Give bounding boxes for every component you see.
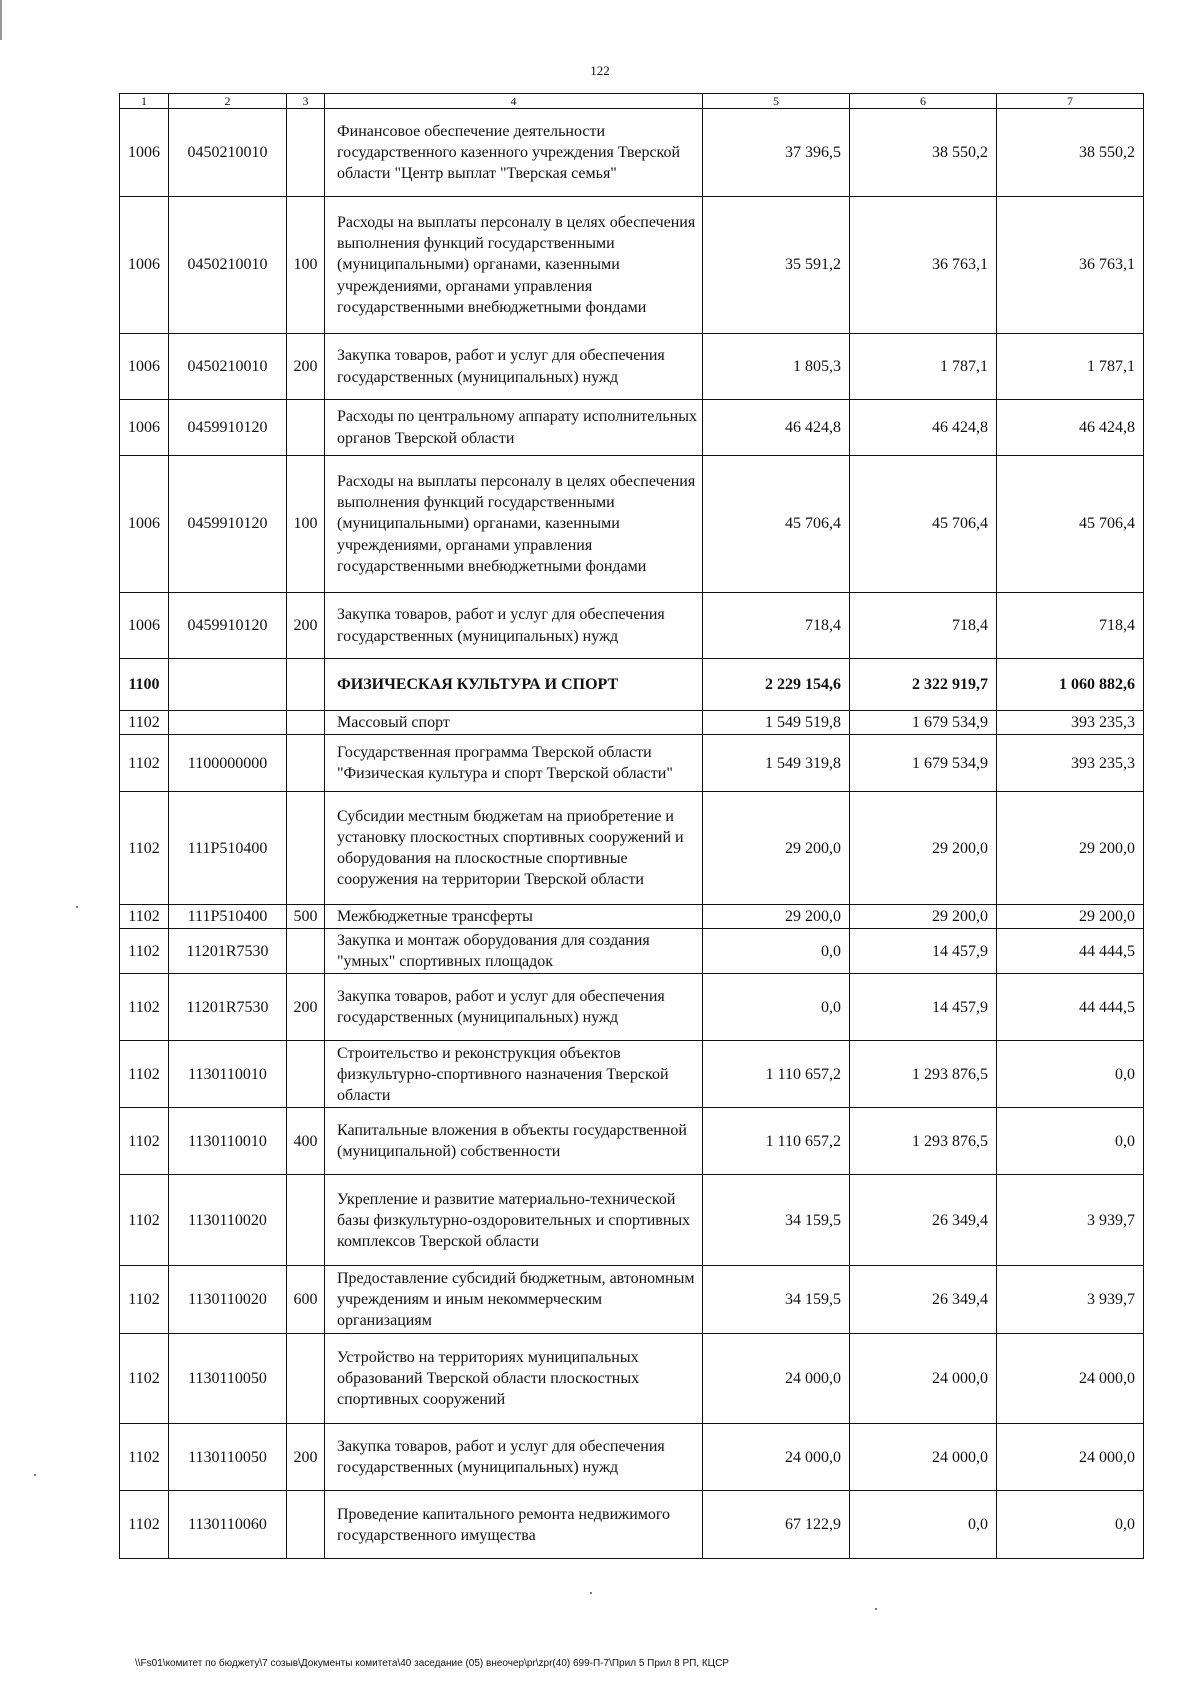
item-name-cell: Расходы по центральному аппарату исполнительных органов Тверской области (325, 400, 703, 456)
amount-col6-cell: 1 679 534,9 (850, 735, 997, 792)
table-row (120, 1334, 1144, 1424)
target-code-cell: 1130110020 (169, 1266, 287, 1334)
amount-col5-cell: 1 110 657,2 (703, 1041, 850, 1108)
expense-kind-cell: 600 (287, 1266, 325, 1334)
item-name-cell: Расходы на выплаты персоналу в целях обеспечения выполнения функций государственными (муниципальными) органами, казенными учреждениями, органами управления государственными внебюджетными фондами (325, 456, 703, 593)
target-code-cell: 0450210010 (169, 109, 287, 197)
item-name-cell: Укрепление и развитие материально-технической базы физкультурно-оздоровительных и спортивных комплексов Тверской области (325, 1175, 703, 1266)
table-row (120, 1424, 1144, 1491)
amount-col7-cell: 0,0 (997, 1108, 1144, 1175)
amount-col6-cell: 29 200,0 (850, 792, 997, 905)
item-name-cell: Государственная программа Тверской области "Физическая культура и спорт Тверской области" (325, 735, 703, 792)
amount-col7-cell: 46 424,8 (997, 400, 1144, 456)
expense-kind-cell (287, 1175, 325, 1266)
amount-col5-cell: 29 200,0 (703, 792, 850, 905)
amount-col5-cell: 1 110 657,2 (703, 1108, 850, 1175)
expense-kind-cell (287, 711, 325, 735)
item-name-cell: Субсидии местным бюджетам на приобретение и установку плоскостных спортивных сооружений и оборудования на плоскостные спортивные сооружения на территории Тверской области (325, 792, 703, 905)
target-code-cell: 0459910120 (169, 593, 287, 659)
amount-col5-cell: 718,4 (703, 593, 850, 659)
amount-col7-cell: 38 550,2 (997, 109, 1144, 197)
table-row (120, 593, 1144, 659)
scan-edge-line (0, 0, 2, 40)
expense-kind-cell (287, 109, 325, 197)
amount-col5-cell: 35 591,2 (703, 197, 850, 334)
target-code-cell: 11201R7530 (169, 974, 287, 1041)
section-code-cell: 1102 (120, 1491, 169, 1559)
section-code-cell: 1102 (120, 1424, 169, 1491)
target-code-cell: 1130110010 (169, 1041, 287, 1108)
amount-col5-cell: 37 396,5 (703, 109, 850, 197)
target-code-cell (169, 659, 287, 711)
table-row (120, 1041, 1144, 1108)
section-code-cell: 1006 (120, 593, 169, 659)
amount-col6-cell: 718,4 (850, 593, 997, 659)
amount-col5-cell: 34 159,5 (703, 1175, 850, 1266)
column-header: 5 (703, 94, 850, 109)
amount-col5-cell: 45 706,4 (703, 456, 850, 593)
amount-col6-cell: 1 293 876,5 (850, 1041, 997, 1108)
item-name-cell: Закупка и монтаж оборудования для создания "умных" спортивных площадок (325, 929, 703, 974)
target-code-cell: 1100000000 (169, 735, 287, 792)
section-code-cell: 1102 (120, 711, 169, 735)
item-name-cell: Закупка товаров, работ и услуг для обеспечения государственных (муниципальных) нужд (325, 1424, 703, 1491)
expense-kind-cell (287, 659, 325, 711)
expense-kind-cell: 200 (287, 974, 325, 1041)
section-code-cell: 1100 (120, 659, 169, 711)
item-name-cell: Строительство и реконструкция объектов физкультурно-спортивного назначения Тверской области (325, 1041, 703, 1108)
amount-col5-cell: 29 200,0 (703, 905, 850, 929)
section-code-cell: 1006 (120, 334, 169, 400)
item-name-cell: Массовый спорт (325, 711, 703, 735)
section-code-cell: 1102 (120, 974, 169, 1041)
table-row (120, 1266, 1144, 1334)
section-code-cell: 1102 (120, 1041, 169, 1108)
table-row (120, 1108, 1144, 1175)
amount-col6-cell: 14 457,9 (850, 929, 997, 974)
table-row (120, 109, 1144, 197)
expense-kind-cell: 200 (287, 334, 325, 400)
section-code-cell: 1006 (120, 456, 169, 593)
expense-kind-cell (287, 929, 325, 974)
expense-kind-cell (287, 1491, 325, 1559)
scan-speck (875, 1608, 877, 1610)
table-row (120, 1491, 1144, 1559)
amount-col5-cell: 1 549 519,8 (703, 711, 850, 735)
expense-kind-cell: 500 (287, 905, 325, 929)
amount-col6-cell: 0,0 (850, 1491, 997, 1559)
target-code-cell: 1130110050 (169, 1334, 287, 1424)
table-row (120, 974, 1144, 1041)
amount-col7-cell: 44 444,5 (997, 929, 1144, 974)
table-row (120, 735, 1144, 792)
amount-col5-cell: 34 159,5 (703, 1266, 850, 1334)
target-code-cell: 111P510400 (169, 792, 287, 905)
amount-col7-cell: 45 706,4 (997, 456, 1144, 593)
amount-col6-cell: 24 000,0 (850, 1334, 997, 1424)
table-row (120, 792, 1144, 905)
item-name-cell: Предоставление субсидий бюджетным, автономным учреждениям и иным некоммерческим организациям (325, 1266, 703, 1334)
amount-col6-cell: 26 349,4 (850, 1266, 997, 1334)
expense-kind-cell (287, 400, 325, 456)
section-code-cell: 1102 (120, 1266, 169, 1334)
target-code-cell: 111P510400 (169, 905, 287, 929)
column-header: 2 (169, 94, 287, 109)
amount-col5-cell: 1 805,3 (703, 334, 850, 400)
target-code-cell: 0450210010 (169, 334, 287, 400)
amount-col7-cell: 0,0 (997, 1041, 1144, 1108)
amount-col7-cell: 718,4 (997, 593, 1144, 659)
amount-col5-cell: 46 424,8 (703, 400, 850, 456)
expense-kind-cell (287, 1041, 325, 1108)
expense-kind-cell: 400 (287, 1108, 325, 1175)
item-name-cell: Закупка товаров, работ и услуг для обеспечения государственных (муниципальных) нужд (325, 334, 703, 400)
section-code-cell: 1102 (120, 792, 169, 905)
item-name-cell: Финансовое обеспечение деятельности государственного казенного учреждения Тверской области "Центр выплат "Тверская семья" (325, 109, 703, 197)
target-code-cell: 11201R7530 (169, 929, 287, 974)
expense-kind-cell (287, 792, 325, 905)
column-header: 6 (850, 94, 997, 109)
target-code-cell: 1130110010 (169, 1108, 287, 1175)
amount-col6-cell: 38 550,2 (850, 109, 997, 197)
section-code-cell: 1006 (120, 400, 169, 456)
target-code-cell: 1130110050 (169, 1424, 287, 1491)
amount-col5-cell: 2 229 154,6 (703, 659, 850, 711)
scan-speck (34, 1474, 36, 1476)
amount-col7-cell: 393 235,3 (997, 711, 1144, 735)
amount-col7-cell: 36 763,1 (997, 197, 1144, 334)
target-code-cell: 0459910120 (169, 456, 287, 593)
table-row (120, 197, 1144, 334)
amount-col7-cell: 3 939,7 (997, 1175, 1144, 1266)
amount-col6-cell: 14 457,9 (850, 974, 997, 1041)
item-name-cell: Межбюджетные трансферты (325, 905, 703, 929)
amount-col6-cell: 1 787,1 (850, 334, 997, 400)
item-name-cell: Расходы на выплаты персоналу в целях обеспечения выполнения функций государственными (муниципальными) органами, казенными учреждениями, органами управления государственными внебюджетными фондами (325, 197, 703, 334)
target-code-cell: 0450210010 (169, 197, 287, 334)
amount-col5-cell: 24 000,0 (703, 1424, 850, 1491)
section-code-cell: 1102 (120, 1108, 169, 1175)
table-row (120, 659, 1144, 711)
item-name-cell: ФИЗИЧЕСКАЯ КУЛЬТУРА И СПОРТ (325, 659, 703, 711)
footer-file-path: \\Fs01\комитет по бюджету\7 созыв\Документы комитета\40 заседание (05) внеочер\pr\zpr(40) 699-П-7\Прил 5 Прил 8 РП, КЦСР (135, 1658, 729, 1669)
amount-col6-cell: 1 679 534,9 (850, 711, 997, 735)
page-number: 122 (590, 63, 610, 78)
section-code-cell: 1102 (120, 735, 169, 792)
scan-speck (76, 906, 78, 908)
amount-col6-cell: 36 763,1 (850, 197, 997, 334)
section-code-cell: 1102 (120, 905, 169, 929)
expense-kind-cell (287, 1334, 325, 1424)
amount-col6-cell: 24 000,0 (850, 1424, 997, 1491)
amount-col7-cell: 24 000,0 (997, 1424, 1144, 1491)
amount-col7-cell: 29 200,0 (997, 905, 1144, 929)
expense-kind-cell (287, 735, 325, 792)
section-code-cell: 1102 (120, 1334, 169, 1424)
amount-col7-cell: 44 444,5 (997, 974, 1144, 1041)
expense-kind-cell: 200 (287, 593, 325, 659)
expense-kind-cell: 100 (287, 456, 325, 593)
amount-col7-cell: 0,0 (997, 1491, 1144, 1559)
amount-col6-cell: 45 706,4 (850, 456, 997, 593)
item-name-cell: Устройство на территориях муниципальных образований Тверской области плоскостных спортивных сооружений (325, 1334, 703, 1424)
target-code-cell (169, 711, 287, 735)
target-code-cell: 0459910120 (169, 400, 287, 456)
item-name-cell: Закупка товаров, работ и услуг для обеспечения государственных (муниципальных) нужд (325, 593, 703, 659)
amount-col7-cell: 3 939,7 (997, 1266, 1144, 1334)
amount-col7-cell: 1 060 882,6 (997, 659, 1144, 711)
table-row (120, 711, 1144, 735)
amount-col5-cell: 0,0 (703, 929, 850, 974)
expense-kind-cell: 100 (287, 197, 325, 334)
amount-col6-cell: 1 293 876,5 (850, 1108, 997, 1175)
section-code-cell: 1006 (120, 197, 169, 334)
budget-table (119, 93, 1144, 1559)
item-name-cell: Капитальные вложения в объекты государственной (муниципальной) собственности (325, 1108, 703, 1175)
column-header: 1 (120, 94, 169, 109)
table-row (120, 929, 1144, 974)
amount-col7-cell: 24 000,0 (997, 1334, 1144, 1424)
target-code-cell: 1130110060 (169, 1491, 287, 1559)
expense-kind-cell: 200 (287, 1424, 325, 1491)
table-row (120, 456, 1144, 593)
section-code-cell: 1102 (120, 1175, 169, 1266)
amount-col5-cell: 67 122,9 (703, 1491, 850, 1559)
item-name-cell: Проведение капитального ремонта недвижимого государственного имущества (325, 1491, 703, 1559)
section-code-cell: 1102 (120, 929, 169, 974)
item-name-cell: Закупка товаров, работ и услуг для обеспечения государственных (муниципальных) нужд (325, 974, 703, 1041)
table-row (120, 905, 1144, 929)
column-header: 7 (997, 94, 1144, 109)
amount-col7-cell: 1 787,1 (997, 334, 1144, 400)
column-number-header (120, 94, 1144, 109)
amount-col7-cell: 393 235,3 (997, 735, 1144, 792)
amount-col7-cell: 29 200,0 (997, 792, 1144, 905)
table-row (120, 1175, 1144, 1266)
scan-speck (590, 1592, 592, 1594)
amount-col5-cell: 0,0 (703, 974, 850, 1041)
target-code-cell: 1130110020 (169, 1175, 287, 1266)
table-row (120, 334, 1144, 400)
section-code-cell: 1006 (120, 109, 169, 197)
table-row (120, 400, 1144, 456)
amount-col5-cell: 24 000,0 (703, 1334, 850, 1424)
amount-col5-cell: 1 549 319,8 (703, 735, 850, 792)
column-header: 4 (325, 94, 703, 109)
amount-col6-cell: 2 322 919,7 (850, 659, 997, 711)
amount-col6-cell: 29 200,0 (850, 905, 997, 929)
column-header: 3 (287, 94, 325, 109)
amount-col6-cell: 46 424,8 (850, 400, 997, 456)
amount-col6-cell: 26 349,4 (850, 1175, 997, 1266)
